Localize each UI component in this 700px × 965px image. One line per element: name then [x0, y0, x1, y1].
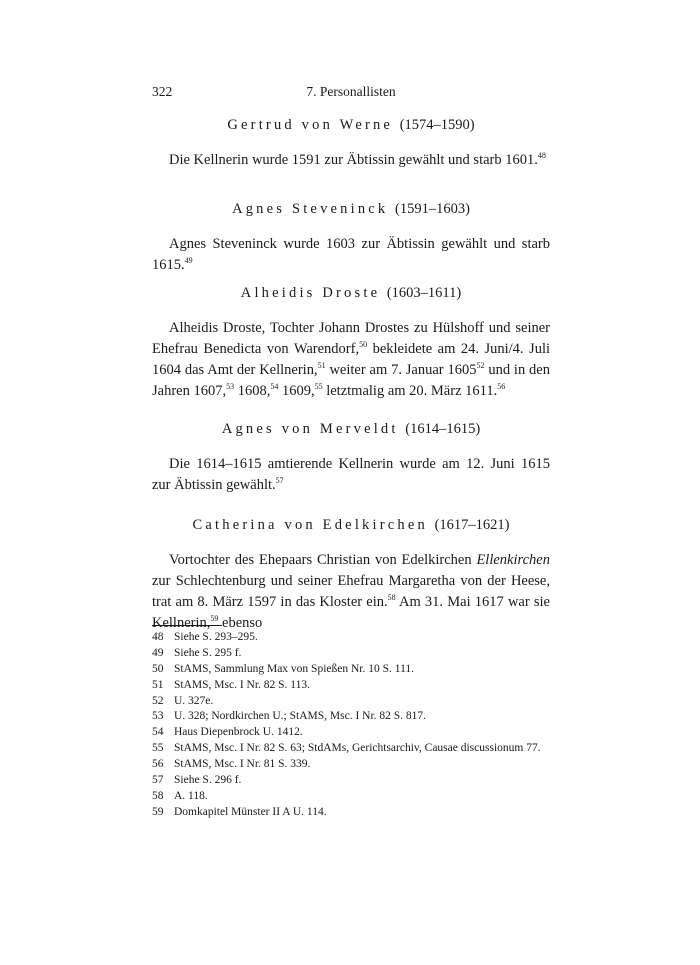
footnote-ref[interactable]: 48 [537, 151, 546, 160]
entry-text-catherina-von-edelkirchen: Vortochter des Ehepaars Christian von Edelkirchen Ellenkirchen zur Schlechtenburg und seiner Ehefrau Margaretha von der Heese, trat am 8. März 1597 in das Kloster ein.$^{58}$ Am 31. Mai 1617 war sie Kellnerin,$^{59}$ ebenso [152, 552, 550, 631]
entry-heading-catherina-von-edelkirchen [152, 517, 550, 534]
entry-heading-gertrud [152, 117, 550, 134]
footnote-ref[interactable]: 59 [210, 614, 219, 623]
footnote-ref[interactable]: 50 [359, 340, 368, 349]
footnote-ref[interactable]: 58 [387, 593, 396, 602]
tenure-years: (1574–1590) [399, 117, 475, 133]
footnote-item: 49 Siehe S. 295 f. [152, 646, 242, 659]
footnote-item: 52 U. 327e. [152, 694, 214, 707]
tenure-years: (1591–1603) [395, 201, 470, 217]
running-title: 7. Personallisten [306, 84, 396, 99]
tenure-years: (1603–1611) [386, 285, 462, 301]
page-number: 322 [152, 84, 173, 99]
footnote-ref[interactable]: 56 [497, 382, 506, 391]
tenure-years: (1614–1615) [405, 421, 481, 437]
person-name: Catherina von Edelkirchen [192, 517, 428, 533]
entry-heading-agnes-steveninck [152, 201, 550, 218]
tenure-years: (1617–1621) [434, 517, 510, 533]
footnote-ref[interactable]: 49 [184, 256, 193, 265]
footnote-ref[interactable]: 54 [270, 382, 279, 391]
person-name: Agnes Steveninck [232, 201, 389, 217]
footnote-ref[interactable]: 57 [275, 476, 284, 485]
footnote-item: 48 Siehe S. 293–295. [152, 631, 258, 643]
person-name: Alheidis Droste [240, 285, 381, 301]
footnote-ref[interactable]: 53 [226, 382, 235, 391]
entry-heading-agnes-von-merveldt [152, 421, 550, 438]
entry-text-gertrud: Die Kellnerin wurde 1591 zur Äbtissin gewählt und starb 1601.48 [169, 151, 546, 168]
footnote-item: 57 Siehe S. 296 f. [152, 774, 242, 787]
footnote-item: 51 StAMS, Msc. I Nr. 82 S. 113. [152, 678, 310, 691]
running-head [152, 84, 550, 104]
person-name: Agnes von Merveldt [221, 421, 399, 437]
footnote-item: 56 StAMS, Msc. I Nr. 81 S. 339. [152, 758, 311, 771]
footnote-item: 58 A. 118. [152, 789, 208, 802]
footnote-item: 50 StAMS, Sammlung Max von Spießen Nr. 10 S. 111. [152, 662, 415, 675]
footnote-item: 53 U. 328; Nordkirchen U.; StAMS, Msc. I Nr. 82 S. 817. [152, 710, 427, 723]
footnote-ref[interactable]: 55 [314, 382, 323, 391]
footnote-ref[interactable]: 52 [476, 361, 485, 370]
footnote-item: 54 Haus Diepenbrock U. 1412. [152, 726, 303, 739]
entry-text-agnes-steveninck: Agnes Steveninck wurde 1603 zur Äbtissin gewählt und starb 1615.49 [152, 236, 550, 273]
footnote-item: 55 StAMS, Msc. I Nr. 82 S. 63; StdAMs, Gerichtsarchiv, Causae discussionum 77. [152, 742, 541, 755]
footnote-item: 59 Domkapitel Münster II A U. 114. [152, 805, 327, 818]
entry-text-alheidis-droste: Alheidis Droste, Tochter Johann Drostes zu Hülshoff und seiner Ehefrau Benedicta von Warendorf,$^{50}$ bekleidete am 24. Juni/4. Juli 1604 das Amt der Kellnerin,$^{51}$ weiter am 7. Januar 1605$^{52}$ und in den Jahren 1607,53 1608,54 1609,55 letztmalig am 20. März 1611.56 [152, 320, 550, 399]
entry-heading-alheidis-droste [152, 285, 550, 302]
entry-text-agnes-von-merveldt: Die 1614–1615 amtierende Kellnerin wurde am 12. Juni 1615 zur Äbtissin gewählt.$^{57}$ [152, 456, 550, 493]
footnotes [152, 630, 550, 821]
footnote-separator [152, 625, 222, 626]
footnote-ref[interactable]: 51 [317, 361, 326, 370]
person-name: Gertrud von Werne [227, 117, 394, 133]
